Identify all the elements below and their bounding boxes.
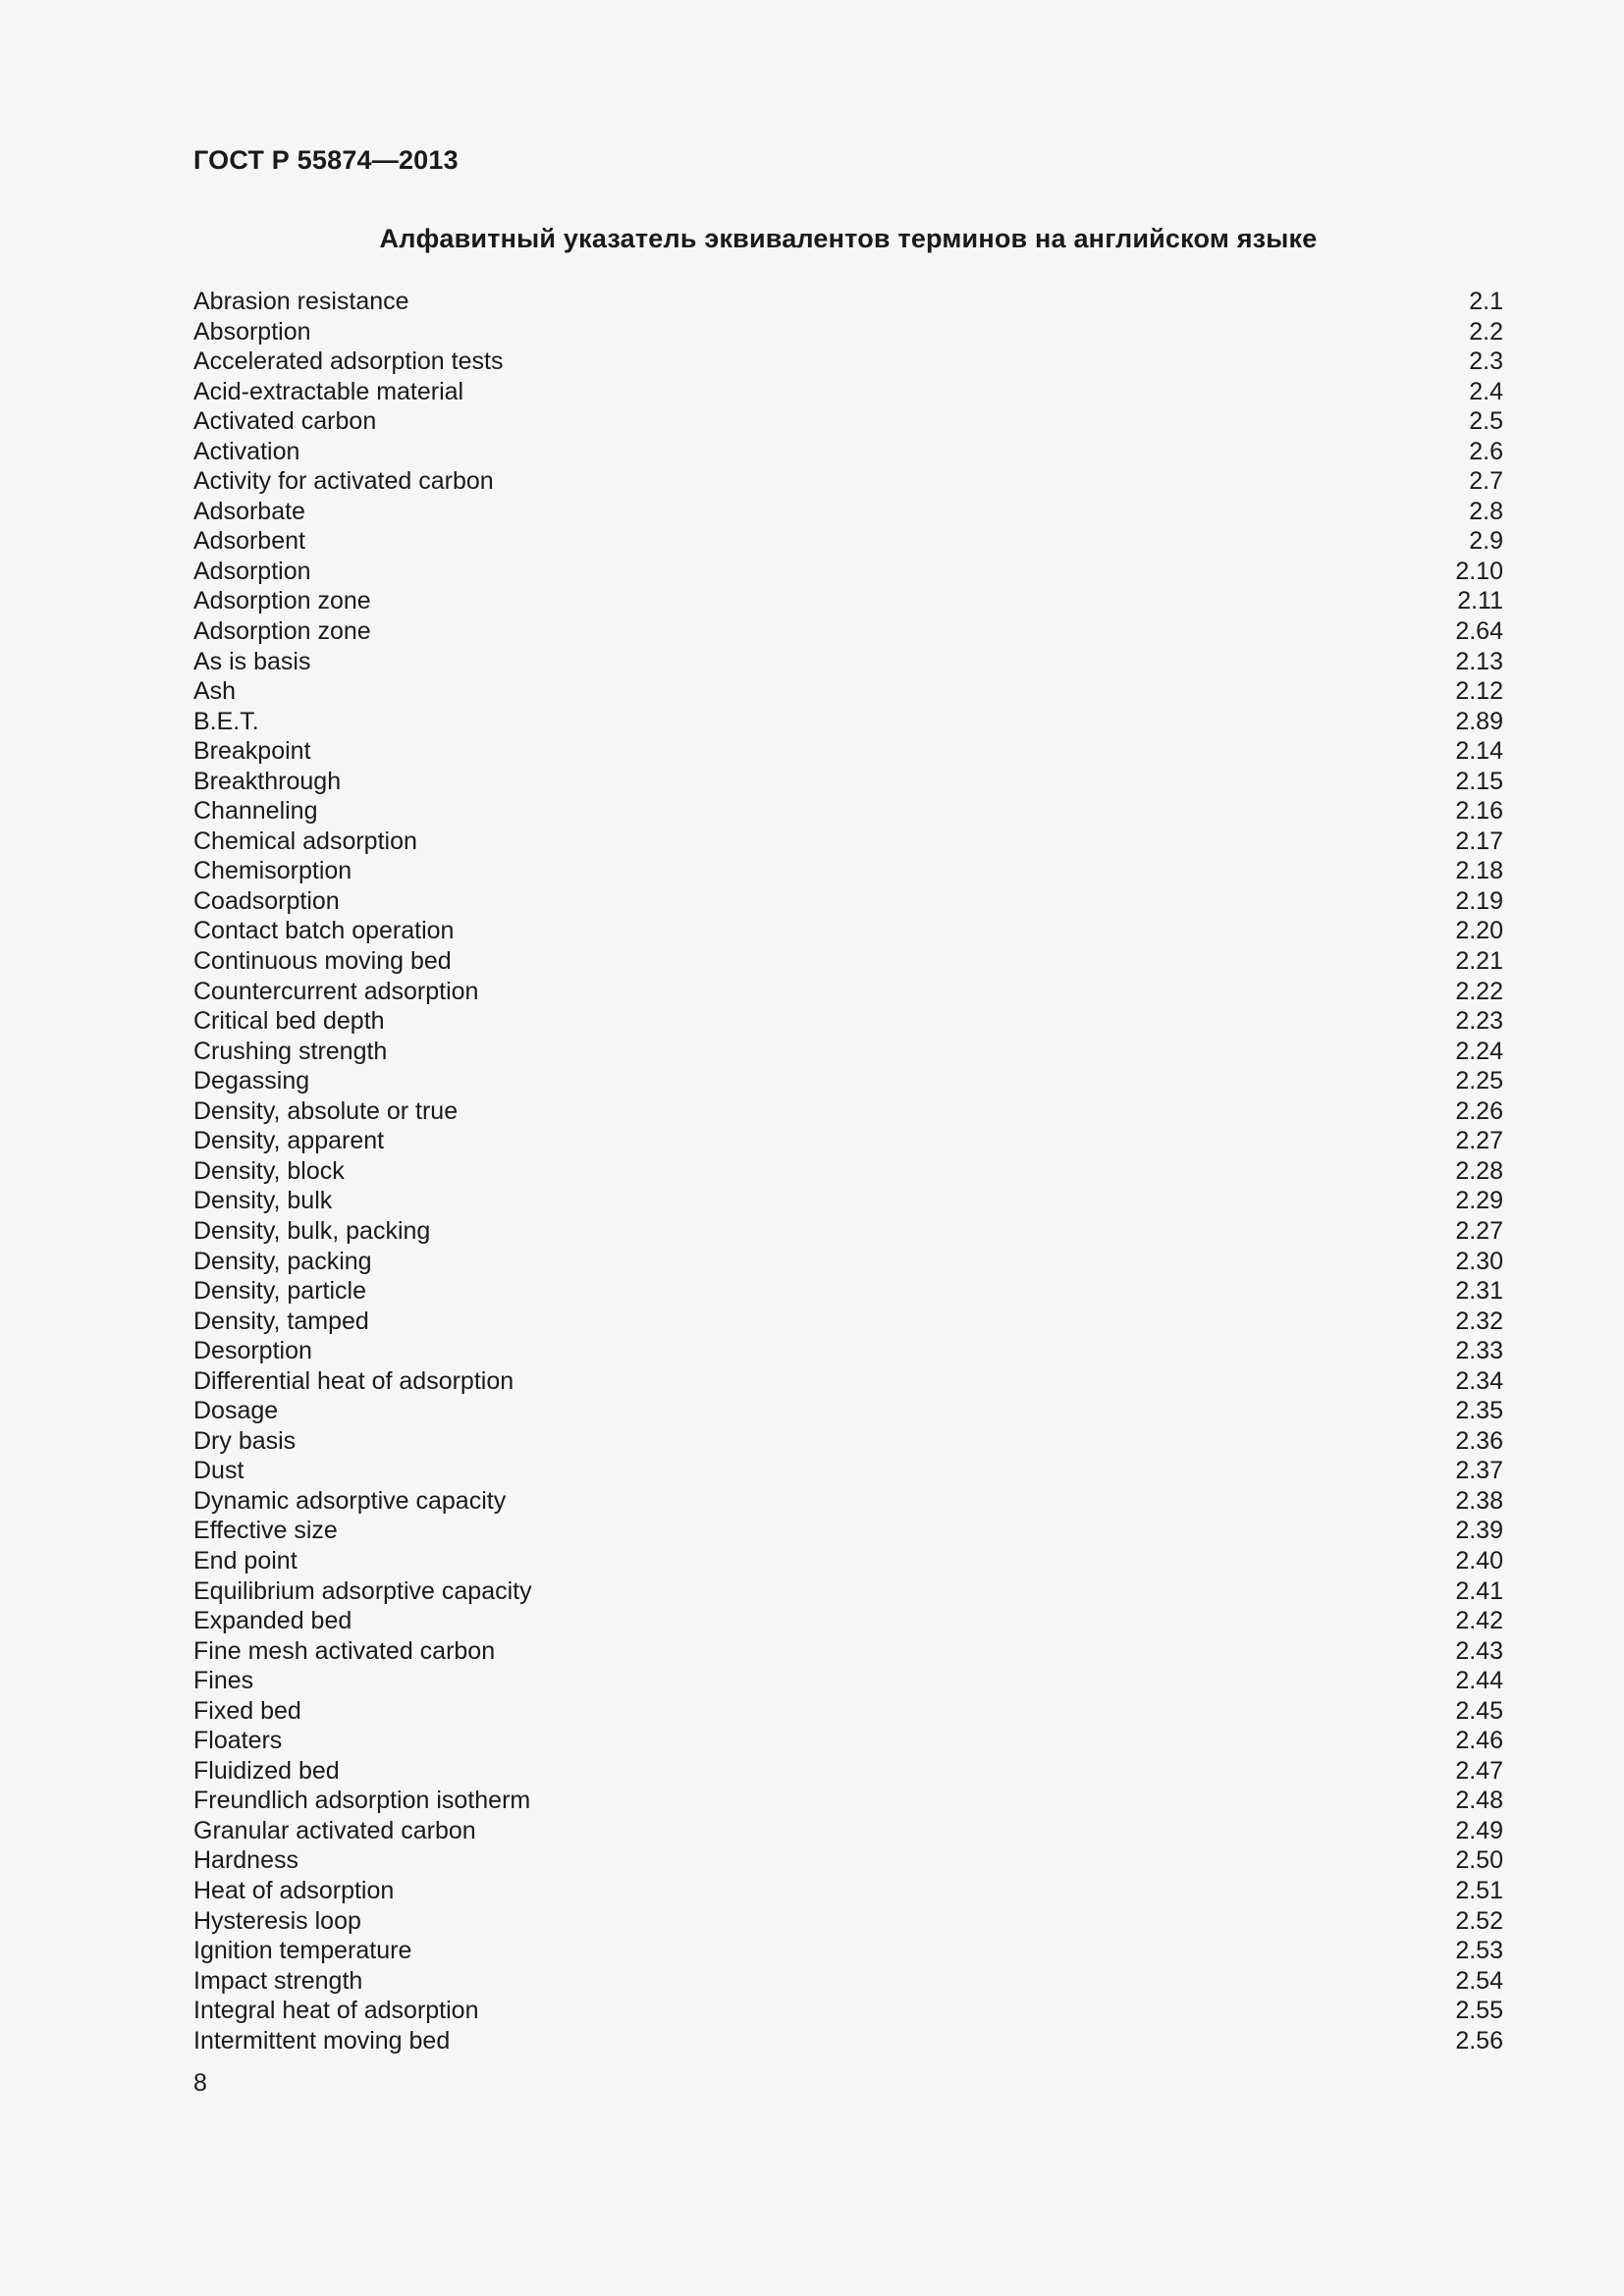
term-row	[193, 1516, 1503, 1546]
term-name: Ash	[193, 677, 237, 706]
term-row	[193, 1426, 1503, 1457]
term-reference: 2.6	[1469, 437, 1503, 465]
term-row	[193, 347, 1503, 377]
term-row	[193, 676, 1503, 707]
term-name: Fixed bed	[193, 1696, 301, 1725]
term-row	[193, 946, 1503, 977]
term-reference: 2.14	[1455, 737, 1503, 766]
term-name: Coadsorption	[193, 886, 340, 915]
term-row	[193, 1666, 1503, 1696]
term-row	[193, 1096, 1503, 1127]
term-reference: 2.44	[1455, 1667, 1503, 1695]
term-name: Fines	[193, 1667, 254, 1695]
term-name: Differential heat of adsorption	[193, 1366, 514, 1395]
term-name: Activated carbon	[193, 407, 377, 436]
term-row	[193, 1996, 1503, 2026]
term-row	[193, 1307, 1503, 1337]
term-row	[193, 1966, 1503, 1997]
term-row	[193, 616, 1503, 647]
term-name: End point	[193, 1546, 298, 1575]
term-row	[193, 796, 1503, 827]
term-reference: 2.37	[1455, 1457, 1503, 1485]
term-reference: 2.5	[1469, 407, 1503, 436]
term-row	[193, 1486, 1503, 1517]
term-reference: 2.53	[1455, 1937, 1503, 1965]
term-name: Dry basis	[193, 1426, 297, 1455]
term-reference: 2.38	[1455, 1486, 1503, 1515]
term-reference: 2.27	[1455, 1216, 1503, 1245]
term-reference: 2.28	[1455, 1156, 1503, 1185]
term-reference: 2.45	[1455, 1696, 1503, 1725]
page-number: 8	[193, 2069, 207, 2097]
term-row	[193, 1636, 1503, 1667]
term-name: As is basis	[193, 647, 311, 675]
term-name: Hysteresis loop	[193, 1906, 361, 1935]
term-reference: 2.89	[1455, 707, 1503, 735]
term-row	[193, 557, 1503, 587]
term-name: Floaters	[193, 1727, 283, 1755]
term-reference: 2.33	[1455, 1337, 1503, 1365]
term-name: Adsorbate	[193, 497, 305, 525]
term-name: Density, apparent	[193, 1127, 385, 1155]
term-row	[193, 707, 1503, 737]
term-name: Continuous moving bed	[193, 947, 452, 976]
term-name: Density, absolute or true	[193, 1096, 459, 1125]
term-row	[193, 586, 1503, 616]
term-reference: 2.55	[1455, 1997, 1503, 2025]
term-row	[193, 497, 1503, 527]
term-row	[193, 1546, 1503, 1576]
term-name: Effective size	[193, 1517, 338, 1545]
term-name: Impact strength	[193, 1966, 363, 1995]
term-name: Density, bulk	[193, 1187, 333, 1215]
term-reference: 2.54	[1455, 1966, 1503, 1995]
term-reference: 2.25	[1455, 1067, 1503, 1095]
term-reference: 2.31	[1455, 1277, 1503, 1306]
term-row	[193, 1396, 1503, 1426]
term-name: Equilibrium adsorptive capacity	[193, 1576, 532, 1605]
term-reference: 2.13	[1455, 647, 1503, 675]
term-reference: 2.10	[1455, 557, 1503, 585]
term-reference: 2.64	[1455, 617, 1503, 646]
term-reference: 2.3	[1469, 347, 1503, 376]
term-row	[193, 1726, 1503, 1756]
term-reference: 2.42	[1455, 1607, 1503, 1635]
term-reference: 2.56	[1455, 2026, 1503, 2055]
term-row	[193, 1756, 1503, 1787]
term-reference: 2.30	[1455, 1247, 1503, 1275]
term-row	[193, 1006, 1503, 1037]
term-reference: 2.40	[1455, 1546, 1503, 1575]
term-reference: 2.8	[1469, 497, 1503, 525]
term-name: Adsorption	[193, 557, 311, 585]
term-reference: 2.22	[1455, 977, 1503, 1005]
term-name: Hardness	[193, 1846, 298, 1875]
term-row	[193, 526, 1503, 557]
term-row	[193, 2026, 1503, 2056]
term-reference: 2.43	[1455, 1636, 1503, 1665]
term-row	[193, 406, 1503, 437]
term-name: Heat of adsorption	[193, 1876, 395, 1904]
term-row	[193, 1456, 1503, 1486]
term-name: Breakthrough	[193, 767, 342, 795]
term-row	[193, 437, 1503, 467]
term-name: Freundlich adsorption isotherm	[193, 1787, 531, 1815]
term-name: Breakpoint	[193, 737, 311, 766]
term-name: Adsorbent	[193, 527, 305, 556]
term-name: Dosage	[193, 1397, 279, 1425]
term-reference: 2.35	[1455, 1397, 1503, 1425]
term-reference: 2.23	[1455, 1007, 1503, 1036]
term-name: Critical bed depth	[193, 1007, 385, 1036]
term-reference: 2.15	[1455, 767, 1503, 795]
term-reference: 2.1	[1469, 288, 1503, 315]
term-reference: 2.27	[1455, 1127, 1503, 1155]
term-reference: 2.39	[1455, 1517, 1503, 1545]
term-name: Dynamic adsorptive capacity	[193, 1486, 507, 1515]
term-name: Accelerated adsorption tests	[193, 347, 504, 376]
term-name: Dust	[193, 1457, 244, 1485]
term-row	[193, 466, 1503, 497]
term-name: B.E.T.	[193, 707, 259, 735]
term-name: Granular activated carbon	[193, 1816, 476, 1844]
term-name: Degassing	[193, 1067, 310, 1095]
term-name: Integral heat of adsorption	[193, 1997, 479, 2025]
term-name: Expanded bed	[193, 1607, 352, 1635]
term-row	[193, 1816, 1503, 1846]
term-reference: 2.50	[1455, 1846, 1503, 1875]
term-row	[193, 1906, 1503, 1937]
term-name: Chemical adsorption	[193, 827, 417, 855]
term-row	[193, 977, 1503, 1007]
term-row	[193, 856, 1503, 886]
document-code: ГОСТ Р 55874—2013	[193, 145, 459, 175]
term-row	[193, 1606, 1503, 1636]
term-row	[193, 1037, 1503, 1067]
term-name: Fine mesh activated carbon	[193, 1636, 496, 1665]
term-reference: 2.16	[1455, 797, 1503, 826]
term-name: Countercurrent adsorption	[193, 977, 479, 1005]
term-reference: 2.48	[1455, 1787, 1503, 1815]
term-reference: 2.24	[1455, 1037, 1503, 1065]
term-reference: 2.46	[1455, 1727, 1503, 1755]
term-reference: 2.41	[1455, 1576, 1503, 1605]
term-reference: 2.18	[1455, 857, 1503, 885]
term-name: Acid-extractable material	[193, 377, 464, 405]
term-reference: 2.4	[1469, 377, 1503, 405]
term-reference: 2.29	[1455, 1187, 1503, 1215]
term-name: Density, tamped	[193, 1307, 369, 1335]
term-row	[193, 886, 1503, 917]
term-row	[193, 827, 1503, 857]
term-row	[193, 916, 1503, 946]
term-name: Density, particle	[193, 1277, 366, 1306]
term-row	[193, 1696, 1503, 1727]
term-name: Channeling	[193, 797, 318, 826]
term-reference: 2.51	[1455, 1876, 1503, 1904]
term-name: Density, block	[193, 1156, 345, 1185]
term-row	[193, 287, 1503, 317]
term-name: Crushing strength	[193, 1037, 388, 1065]
term-name: Chemisorption	[193, 857, 352, 885]
term-reference: 2.11	[1457, 587, 1503, 615]
term-name: Adsorption zone	[193, 587, 371, 615]
term-reference: 2.47	[1455, 1756, 1503, 1785]
term-row	[193, 1276, 1503, 1307]
term-name: Adsorption zone	[193, 617, 371, 646]
term-row	[193, 1216, 1503, 1247]
term-name: Activation	[193, 437, 300, 465]
term-reference: 2.34	[1455, 1366, 1503, 1395]
term-reference: 2.26	[1455, 1096, 1503, 1125]
term-name: Activity for activated carbon	[193, 467, 494, 496]
term-row	[193, 767, 1503, 797]
term-row	[193, 1336, 1503, 1366]
term-row	[193, 1366, 1503, 1397]
term-row	[193, 736, 1503, 767]
term-name: Contact batch operation	[193, 917, 455, 945]
term-reference: 2.36	[1455, 1426, 1503, 1455]
term-reference: 2.32	[1455, 1307, 1503, 1335]
term-reference: 2.49	[1455, 1816, 1503, 1844]
term-index-list	[193, 287, 1503, 2056]
term-reference: 2.2	[1469, 317, 1503, 346]
term-name: Intermittent moving bed	[193, 2026, 451, 2055]
term-name: Ignition temperature	[193, 1937, 412, 1965]
term-reference: 2.7	[1469, 467, 1503, 496]
term-name: Fluidized bed	[193, 1756, 340, 1785]
term-name: Abrasion resistance	[193, 288, 409, 315]
term-row	[193, 1576, 1503, 1607]
term-row	[193, 1066, 1503, 1096]
term-row	[193, 647, 1503, 677]
page-title: Алфавитный указатель эквивалентов терминов на английском языке	[379, 224, 1318, 253]
term-row	[193, 1845, 1503, 1876]
term-name: Absorption	[193, 317, 311, 346]
term-row	[193, 1247, 1503, 1277]
term-reference: 2.19	[1455, 886, 1503, 915]
term-reference: 2.21	[1455, 947, 1503, 976]
term-row	[193, 1186, 1503, 1216]
term-name: Density, bulk, packing	[193, 1216, 431, 1245]
term-row	[193, 1936, 1503, 1966]
term-row	[193, 377, 1503, 407]
term-reference: 2.52	[1455, 1906, 1503, 1935]
term-reference: 2.9	[1469, 527, 1503, 556]
term-name: Density, packing	[193, 1247, 372, 1275]
term-reference: 2.12	[1455, 677, 1503, 706]
term-row	[193, 317, 1503, 347]
term-reference: 2.17	[1455, 827, 1503, 855]
term-row	[193, 1156, 1503, 1187]
term-row	[193, 1126, 1503, 1156]
term-reference: 2.20	[1455, 917, 1503, 945]
term-name: Desorption	[193, 1337, 312, 1365]
term-row	[193, 1786, 1503, 1816]
term-row	[193, 1876, 1503, 1906]
